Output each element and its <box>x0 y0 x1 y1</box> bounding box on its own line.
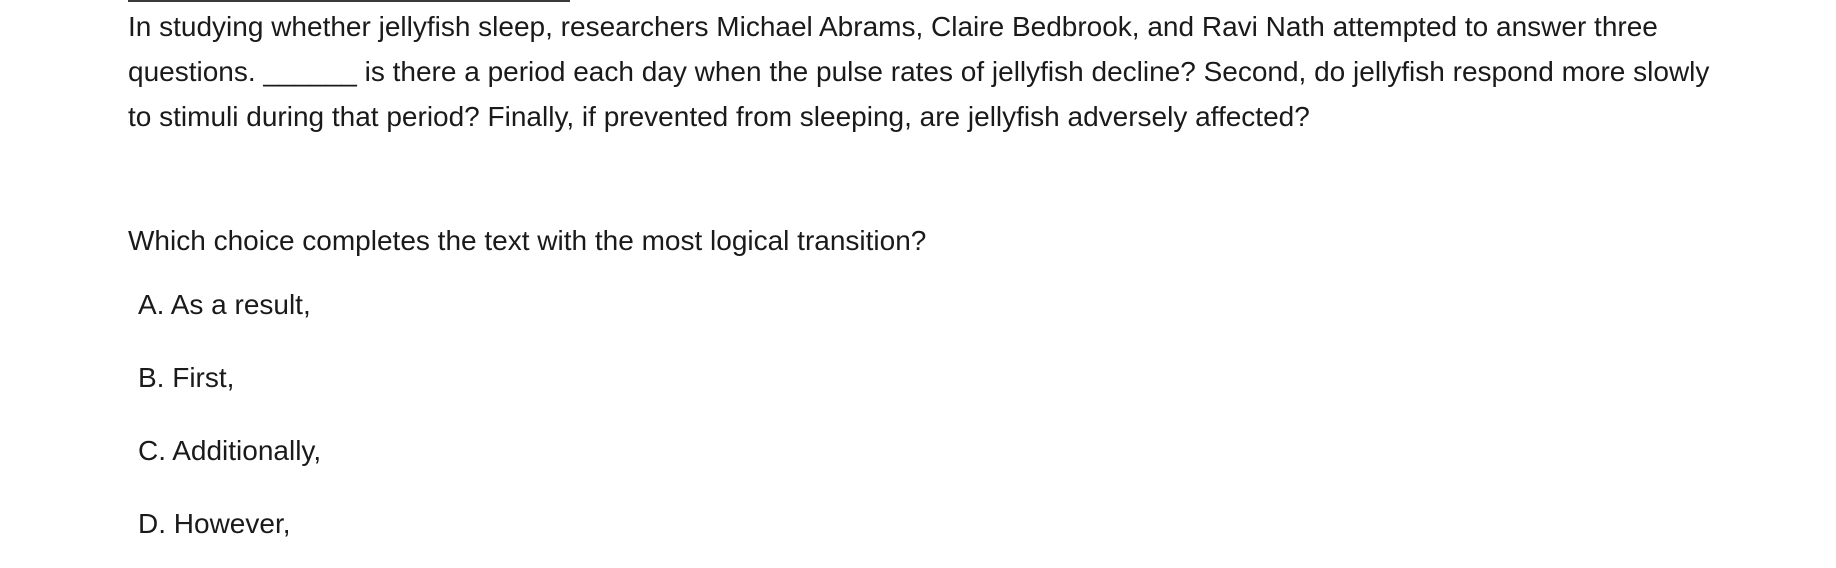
top-divider <box>128 0 570 2</box>
question-prompt: Which choice completes the text with the most logical transition? <box>128 225 927 256</box>
passage-text: In studying whether jellyfish sleep, researchers Michael Abrams, Claire Bedbrook, and Ravi Nath attempted to answer three questions. ______ is there a period each day when the pulse rates of jellyfish decline? Second, do jellyfish respond more slowly to stimuli during that period? Finally, if prevented from sleeping, are jellyfish adversely affected? <box>128 11 1710 132</box>
choice-d[interactable]: D. However, <box>138 508 291 539</box>
choice-c[interactable]: C. Additionally, <box>138 435 322 466</box>
answer-choices <box>138 282 321 546</box>
choice-a[interactable]: A. As a result, <box>138 289 311 320</box>
choice-b[interactable]: B. First, <box>138 362 235 393</box>
